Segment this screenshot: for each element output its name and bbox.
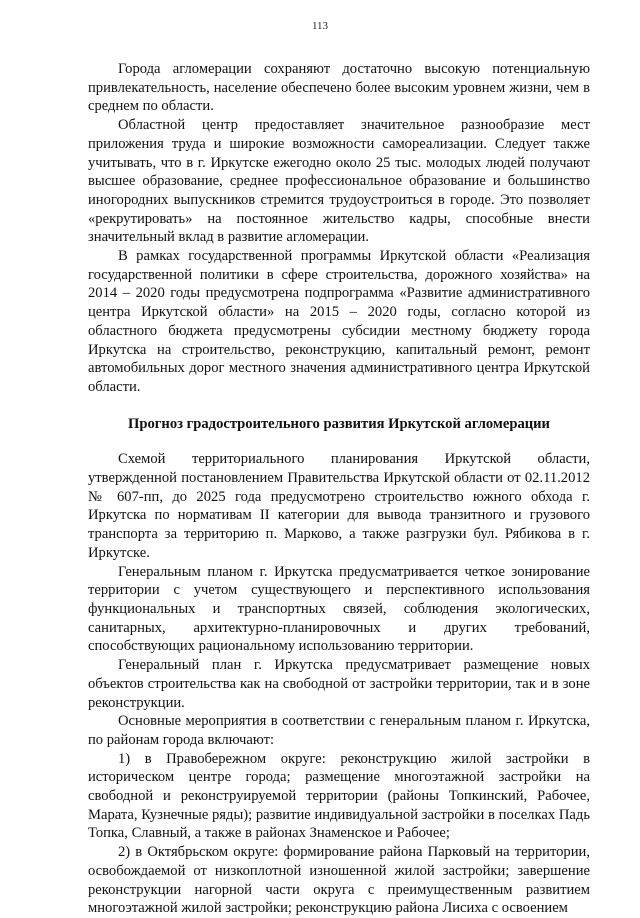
section-heading: Прогноз градостроительного развития Иркутской агломерации <box>128 415 550 432</box>
paragraph-main-measures: Основные мероприятия в соответствии с генеральным планом г. Иркутска, по районам города включают: <box>88 713 590 748</box>
paragraph-territorial-planning: Схемой территориального планирования Иркутской области, утвержденной постановлением Правительства Иркутской области от 02.11.2012 № 607-пп, до 2025 года предусмотрено строительство южного обхода г. Иркутска по нормативам II категории для вывода транзитного и грузового транспорта за территорию п. Марково, а также разгрузки бул. Рябикова в г. Иркутске. <box>88 451 590 561</box>
list-item-pravoberezhny: 1) в Правобережном округе: реконструкцию жилой застройки в историческом центре города; размещение многоэтажной застройки на свободной и реконструируемой территории (районы Топкинский, Рабочее, Марата, Кузнечные ряды); развитие индивидуальной застройки в поселках Падь Топка, Славный, а также в районах Знаменское и Рабочее; <box>88 750 590 842</box>
page-number: 113 <box>311 20 329 32</box>
paragraph-agglomeration-cities: Города агломерации сохраняют достаточно высокую потенциальную привлекательность, население обеспечено более высоким уровнем жизни, чем в среднем по области. <box>88 61 590 115</box>
paragraph-regional-center: Областной центр предоставляет значительное разнообразие мест приложения труда и широкие возможности самореализации. Следует также учитывать, что в г. Иркутске ежегодно около 25 тыс. молодых людей получают высшее образование, среднее профессиональное образование и большинство иногородних выпускников стремится трудоустроиться в городе. Это позволяет «рекрутировать» на постоянное жительство кадры, способные внести значительный вклад в развитие агломерации. <box>88 117 590 246</box>
document-body <box>88 60 590 918</box>
paragraph-zoning: Генеральным планом г. Иркутска предусматривается четкое зонирование территории с учетом существующего и перспективного использования функциональных и транспортных связей, соблюдения экологических, санитарных, архитектурно-планировочных и других требований, способствующих рациональному использованию территории. <box>88 563 590 655</box>
paragraph-state-program: В рамках государственной программы Иркутской области «Реализация государственной политики в сфере строительства, дорожного хозяйства» на 2014 – 2020 годы предусмотрена подпрограмма «Развитие административного центра Иркутской области» на 2015 – 2020 годы, согласно которой из областного бюджета предусмотрены субсидии местному бюджету города Иркутска на строительство, реконструкцию, капитальный ремонт, ремонт автомобильных дорог местного значения административного центра Иркутской области. <box>88 248 590 395</box>
paragraph-new-construction: Генеральный план г. Иркутска предусматривает размещение новых объектов строительства как на свободной от застройки территории, так и в зоне реконструкции. <box>88 657 590 711</box>
list-item-oktyabrsky: 2) в Октябрьском округе: формирование района Парковый на территории, освобождаемой от низкоплотной изношенной жилой застройки; завершение реконструкции нагорной части округа с преимущественным развитием многоэтажной жилой застройки; реконструкцию района Лисиха с освоением <box>88 844 590 917</box>
